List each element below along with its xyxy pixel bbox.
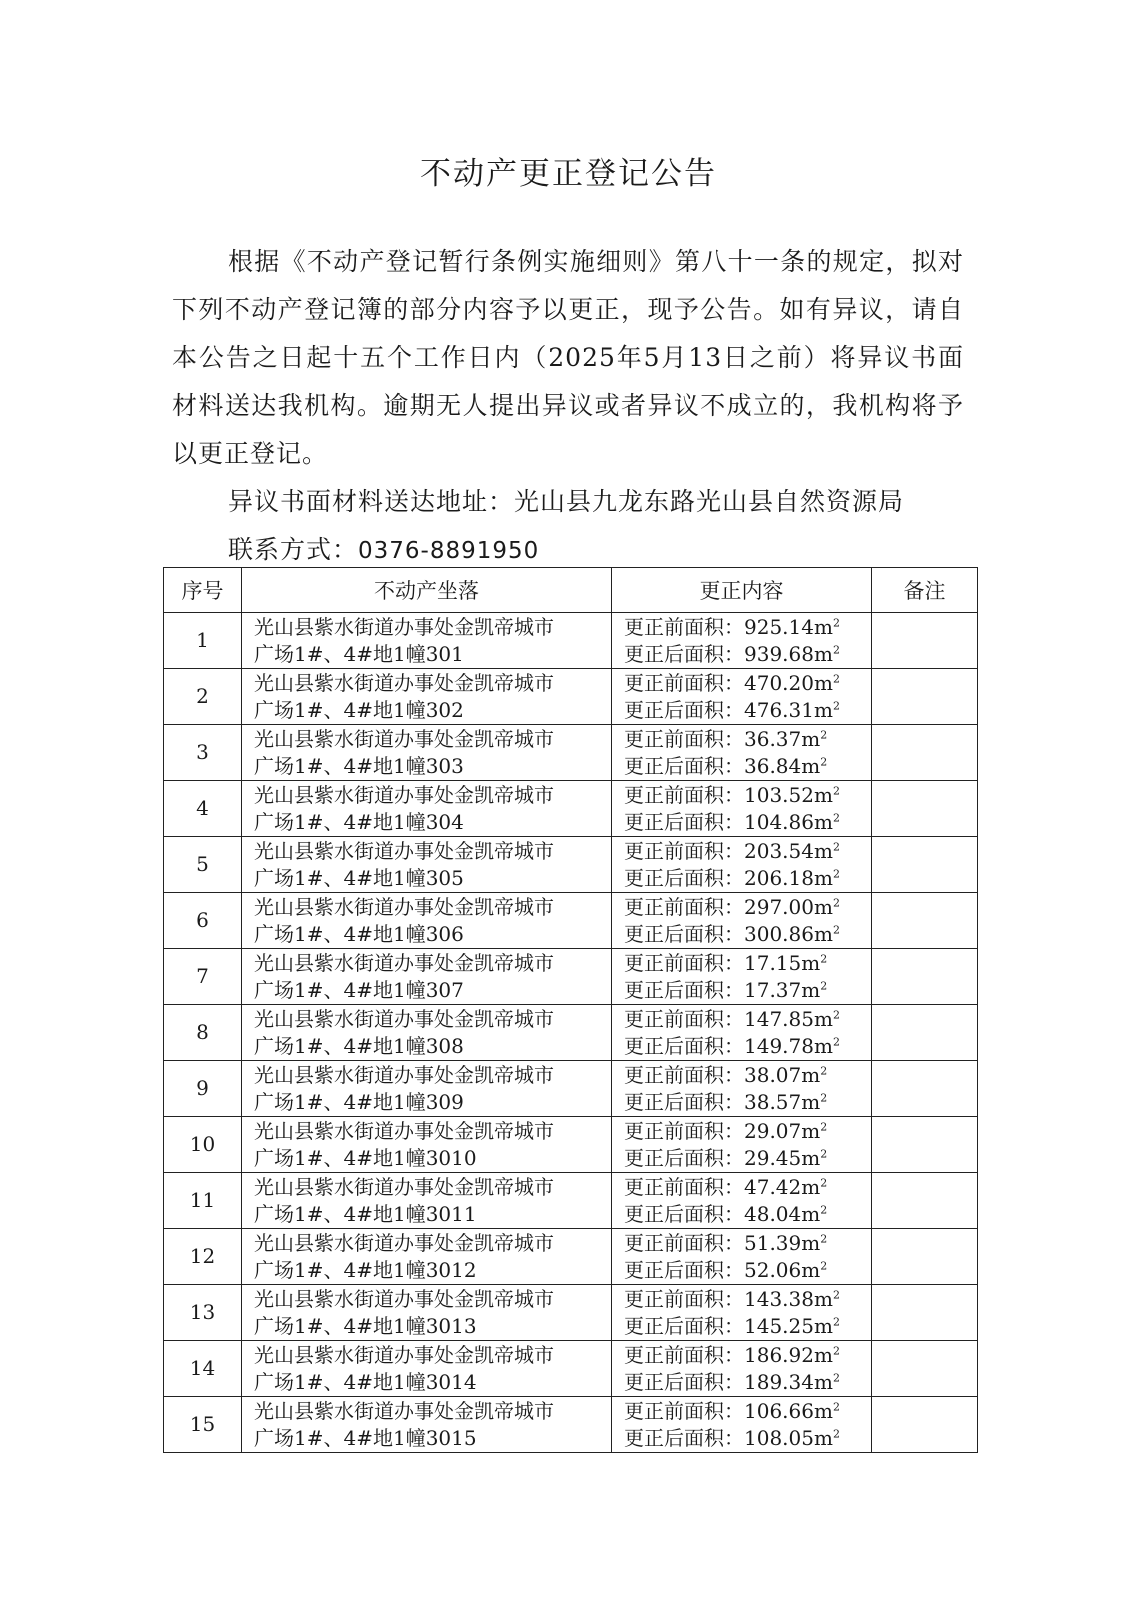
before-value: 470.20 — [744, 670, 814, 695]
before-label: 更正前面积： — [624, 1062, 744, 1087]
row-index: 15 — [164, 1397, 242, 1453]
table-row — [164, 613, 978, 669]
location-line-1: 光山县紫水街道办事处金凯帝城市 — [254, 1118, 554, 1143]
row-index: 6 — [164, 893, 242, 949]
area-after — [624, 921, 871, 948]
area-unit: m — [801, 1062, 821, 1087]
after-label: 更正后面积： — [624, 641, 744, 666]
before-label: 更正前面积： — [624, 950, 744, 975]
before-value: 143.38 — [744, 1286, 814, 1311]
area-unit: m — [813, 641, 833, 666]
area-unit: m — [813, 670, 833, 695]
table-row — [164, 949, 978, 1005]
area-unit-sup: 2 — [832, 839, 840, 853]
area-before — [624, 1230, 871, 1257]
area-unit-sup: 2 — [832, 866, 840, 880]
after-label: 更正后面积： — [624, 1257, 744, 1282]
row-location — [242, 781, 612, 837]
area-unit-sup: 2 — [832, 1007, 840, 1021]
table-row — [164, 893, 978, 949]
location-line-1: 光山县紫水街道办事处金凯帝城市 — [254, 1286, 554, 1311]
after-value: 38.57 — [744, 1089, 802, 1114]
table-row — [164, 1285, 978, 1341]
before-label: 更正前面积： — [624, 1118, 744, 1143]
before-value: 925.14 — [744, 614, 814, 639]
row-remarks — [872, 837, 978, 893]
area-after — [624, 1201, 871, 1228]
area-unit: m — [801, 1145, 821, 1170]
row-index: 2 — [164, 669, 242, 725]
table-row — [164, 1173, 978, 1229]
row-remarks — [872, 1229, 978, 1285]
area-unit-sup: 2 — [832, 671, 840, 685]
area-unit-sup: 2 — [832, 1287, 840, 1301]
before-label: 更正前面积： — [624, 1398, 744, 1423]
contact-phone: 0376-8891950 — [358, 538, 540, 564]
before-label: 更正前面积： — [624, 1174, 744, 1199]
area-unit: m — [813, 894, 833, 919]
area-unit-sup: 2 — [820, 951, 828, 965]
area-unit: m — [813, 838, 833, 863]
area-unit-sup: 2 — [820, 978, 828, 992]
row-index: 11 — [164, 1173, 242, 1229]
location-line-1: 光山县紫水街道办事处金凯帝城市 — [254, 614, 554, 639]
before-label: 更正前面积： — [624, 782, 744, 807]
area-before — [624, 950, 871, 977]
area-before — [624, 838, 871, 865]
row-correction — [612, 1061, 872, 1117]
after-label: 更正后面积： — [624, 809, 744, 834]
row-location — [242, 1341, 612, 1397]
table-row — [164, 1341, 978, 1397]
area-unit: m — [813, 1006, 833, 1031]
area-after — [624, 697, 871, 724]
area-unit-sup: 2 — [832, 1426, 840, 1440]
location-line-1: 光山县紫水街道办事处金凯帝城市 — [254, 1342, 554, 1367]
row-location — [242, 1397, 612, 1453]
header-correction: 更正内容 — [612, 568, 872, 613]
before-value: 47.42 — [744, 1174, 802, 1199]
area-after — [624, 809, 871, 836]
area-before — [624, 1174, 871, 1201]
row-remarks — [872, 1397, 978, 1453]
after-label: 更正后面积： — [624, 1201, 744, 1226]
area-after — [624, 977, 871, 1004]
area-unit: m — [801, 1230, 821, 1255]
after-value: 189.34 — [744, 1369, 814, 1394]
address-label: 异议书面材料送达地址： — [228, 487, 515, 516]
area-unit: m — [801, 1257, 821, 1282]
area-unit-sup: 2 — [832, 615, 840, 629]
after-label: 更正后面积： — [624, 921, 744, 946]
notice-body — [172, 238, 964, 575]
area-unit: m — [813, 1425, 833, 1450]
row-remarks — [872, 669, 978, 725]
area-before — [624, 726, 871, 753]
row-remarks — [872, 1341, 978, 1397]
table-row — [164, 781, 978, 837]
row-remarks — [872, 725, 978, 781]
after-value: 104.86 — [744, 809, 814, 834]
row-location — [242, 1117, 612, 1173]
before-value: 147.85 — [744, 1006, 814, 1031]
area-unit: m — [813, 782, 833, 807]
row-location — [242, 949, 612, 1005]
row-location — [242, 1173, 612, 1229]
area-unit: m — [813, 1342, 833, 1367]
row-index: 4 — [164, 781, 242, 837]
area-unit: m — [813, 921, 833, 946]
table-row — [164, 669, 978, 725]
notice-paragraph: 根据《不动产登记暂行条例实施细则》第八十一条的规定，拟对下列不动产登记簿的部分内容予以更正，现予公告。如有异议，请自本公告之日起十五个工作日内（2025年5月13日之前）将异议书面材料送达我机构。逾期无人提出异议或者异议不成立的，我机构将予以更正登记。 — [172, 247, 964, 468]
location-line-2: 广场1#、4#地1幢3012 — [254, 1257, 477, 1282]
area-unit: m — [801, 1174, 821, 1199]
after-label: 更正后面积： — [624, 753, 744, 778]
location-line-1: 光山县紫水街道办事处金凯帝城市 — [254, 1062, 554, 1087]
row-correction — [612, 1229, 872, 1285]
before-value: 38.07 — [744, 1062, 802, 1087]
location-line-2: 广场1#、4#地1幢3013 — [254, 1313, 477, 1338]
location-line-2: 广场1#、4#地1幢3015 — [254, 1425, 477, 1450]
row-index: 5 — [164, 837, 242, 893]
row-location — [242, 725, 612, 781]
location-line-2: 广场1#、4#地1幢306 — [254, 921, 464, 946]
before-value: 51.39 — [744, 1230, 802, 1255]
area-after — [624, 1369, 871, 1396]
before-value: 297.00 — [744, 894, 814, 919]
after-value: 476.31 — [744, 697, 814, 722]
area-unit-sup: 2 — [820, 1231, 828, 1245]
area-unit-sup: 2 — [832, 783, 840, 797]
row-correction — [612, 613, 872, 669]
before-label: 更正前面积： — [624, 1006, 744, 1031]
row-remarks — [872, 1173, 978, 1229]
location-line-2: 广场1#、4#地1幢308 — [254, 1033, 464, 1058]
row-location — [242, 1061, 612, 1117]
row-location — [242, 893, 612, 949]
after-label: 更正后面积： — [624, 1089, 744, 1114]
after-label: 更正后面积： — [624, 1369, 744, 1394]
row-index: 12 — [164, 1229, 242, 1285]
row-location — [242, 1285, 612, 1341]
area-after — [624, 1089, 871, 1116]
area-unit-sup: 2 — [832, 698, 840, 712]
area-unit-sup: 2 — [820, 1175, 828, 1189]
row-correction — [612, 837, 872, 893]
row-location — [242, 1229, 612, 1285]
area-before — [624, 1286, 871, 1313]
location-line-2: 广场1#、4#地1幢305 — [254, 865, 464, 890]
area-before — [624, 1118, 871, 1145]
after-label: 更正后面积： — [624, 1313, 744, 1338]
area-unit-sup: 2 — [832, 922, 840, 936]
area-unit-sup: 2 — [832, 1399, 840, 1413]
area-unit: m — [801, 977, 821, 1002]
location-line-1: 光山县紫水街道办事处金凯帝城市 — [254, 894, 554, 919]
before-value: 103.52 — [744, 782, 814, 807]
area-unit: m — [813, 697, 833, 722]
objection-address — [172, 478, 964, 526]
after-value: 206.18 — [744, 865, 814, 890]
location-line-1: 光山县紫水街道办事处金凯帝城市 — [254, 1230, 554, 1255]
area-unit: m — [813, 1033, 833, 1058]
area-unit-sup: 2 — [820, 1146, 828, 1160]
row-remarks — [872, 1005, 978, 1061]
location-line-1: 光山县紫水街道办事处金凯帝城市 — [254, 670, 554, 695]
location-line-2: 广场1#、4#地1幢307 — [254, 977, 464, 1002]
page-title: 不动产更正登记公告 — [420, 156, 717, 192]
before-value: 203.54 — [744, 838, 814, 863]
row-correction — [612, 725, 872, 781]
location-line-2: 广场1#、4#地1幢301 — [254, 641, 464, 666]
address-value: 光山县九龙东路光山县自然资源局 — [514, 487, 905, 516]
after-value: 149.78 — [744, 1033, 814, 1058]
area-unit-sup: 2 — [832, 810, 840, 824]
location-line-2: 广场1#、4#地1幢3014 — [254, 1369, 477, 1394]
header-remarks: 备注 — [872, 568, 978, 613]
location-line-1: 光山县紫水街道办事处金凯帝城市 — [254, 782, 554, 807]
area-before — [624, 614, 871, 641]
location-line-1: 光山县紫水街道办事处金凯帝城市 — [254, 726, 554, 751]
before-value: 29.07 — [744, 1118, 802, 1143]
area-unit: m — [813, 1398, 833, 1423]
location-line-2: 广场1#、4#地1幢3010 — [254, 1145, 477, 1170]
area-unit: m — [813, 865, 833, 890]
location-line-1: 光山县紫水街道办事处金凯帝城市 — [254, 1174, 554, 1199]
before-value: 186.92 — [744, 1342, 814, 1367]
area-before — [624, 782, 871, 809]
row-remarks — [872, 949, 978, 1005]
row-index: 7 — [164, 949, 242, 1005]
row-remarks — [872, 781, 978, 837]
row-correction — [612, 1341, 872, 1397]
location-line-1: 光山县紫水街道办事处金凯帝城市 — [254, 1398, 554, 1423]
area-before — [624, 1006, 871, 1033]
area-before — [624, 1398, 871, 1425]
area-unit: m — [801, 1089, 821, 1114]
area-unit: m — [801, 753, 821, 778]
area-before — [624, 670, 871, 697]
area-unit-sup: 2 — [832, 1343, 840, 1357]
after-value: 48.04 — [744, 1201, 802, 1226]
row-correction — [612, 949, 872, 1005]
after-value: 29.45 — [744, 1145, 802, 1170]
area-unit: m — [801, 950, 821, 975]
area-after — [624, 1425, 871, 1452]
area-unit-sup: 2 — [820, 1090, 828, 1104]
table-row — [164, 1061, 978, 1117]
before-value: 106.66 — [744, 1398, 814, 1423]
area-unit-sup: 2 — [832, 1034, 840, 1048]
location-line-2: 广场1#、4#地1幢304 — [254, 809, 464, 834]
area-before — [624, 894, 871, 921]
area-unit-sup: 2 — [832, 895, 840, 909]
header-index: 序号 — [164, 568, 242, 613]
table-header-row — [164, 568, 978, 613]
area-unit-sup: 2 — [832, 1370, 840, 1384]
before-label: 更正前面积： — [624, 1342, 744, 1367]
area-before — [624, 1062, 871, 1089]
row-index: 13 — [164, 1285, 242, 1341]
area-unit-sup: 2 — [820, 727, 828, 741]
after-value: 52.06 — [744, 1257, 802, 1282]
after-label: 更正后面积： — [624, 1425, 744, 1450]
area-unit-sup: 2 — [820, 1202, 828, 1216]
before-value: 36.37 — [744, 726, 802, 751]
before-label: 更正前面积： — [624, 614, 744, 639]
area-unit: m — [813, 1286, 833, 1311]
area-unit: m — [813, 809, 833, 834]
contact-label: 联系方式： — [228, 535, 359, 564]
before-label: 更正前面积： — [624, 838, 744, 863]
correction-table — [163, 567, 978, 1453]
row-location — [242, 613, 612, 669]
row-correction — [612, 1285, 872, 1341]
table-body — [164, 613, 978, 1453]
area-before — [624, 1342, 871, 1369]
before-label: 更正前面积： — [624, 894, 744, 919]
location-line-2: 广场1#、4#地1幢3011 — [254, 1201, 477, 1226]
location-line-1: 光山县紫水街道办事处金凯帝城市 — [254, 1006, 554, 1031]
before-label: 更正前面积： — [624, 1286, 744, 1311]
row-index: 14 — [164, 1341, 242, 1397]
after-value: 300.86 — [744, 921, 814, 946]
table-row — [164, 1229, 978, 1285]
area-unit-sup: 2 — [832, 1314, 840, 1328]
row-index: 8 — [164, 1005, 242, 1061]
area-after — [624, 865, 871, 892]
after-label: 更正后面积： — [624, 1145, 744, 1170]
area-unit: m — [813, 614, 833, 639]
row-correction — [612, 1397, 872, 1453]
after-label: 更正后面积： — [624, 697, 744, 722]
table-row — [164, 725, 978, 781]
area-unit: m — [801, 1118, 821, 1143]
area-unit-sup: 2 — [820, 1063, 828, 1077]
area-unit: m — [813, 1369, 833, 1394]
area-unit-sup: 2 — [820, 1258, 828, 1272]
area-after — [624, 753, 871, 780]
location-line-1: 光山县紫水街道办事处金凯帝城市 — [254, 950, 554, 975]
row-index: 3 — [164, 725, 242, 781]
area-unit: m — [801, 726, 821, 751]
row-location — [242, 1005, 612, 1061]
before-label: 更正前面积： — [624, 726, 744, 751]
table-row — [164, 1117, 978, 1173]
before-label: 更正前面积： — [624, 670, 744, 695]
table-row — [164, 837, 978, 893]
after-value: 108.05 — [744, 1425, 814, 1450]
table-row — [164, 1005, 978, 1061]
after-value: 145.25 — [744, 1313, 814, 1338]
table-row — [164, 1397, 978, 1453]
row-remarks — [872, 1117, 978, 1173]
row-remarks — [872, 613, 978, 669]
after-value: 939.68 — [744, 641, 814, 666]
row-index: 1 — [164, 613, 242, 669]
row-index: 9 — [164, 1061, 242, 1117]
after-label: 更正后面积： — [624, 865, 744, 890]
area-after — [624, 1145, 871, 1172]
after-label: 更正后面积： — [624, 977, 744, 1002]
before-label: 更正前面积： — [624, 1230, 744, 1255]
row-correction — [612, 669, 872, 725]
row-correction — [612, 1117, 872, 1173]
row-remarks — [872, 1285, 978, 1341]
location-line-1: 光山县紫水街道办事处金凯帝城市 — [254, 838, 554, 863]
after-value: 17.37 — [744, 977, 802, 1002]
area-after — [624, 1033, 871, 1060]
location-line-2: 广场1#、4#地1幢303 — [254, 753, 464, 778]
location-line-2: 广场1#、4#地1幢309 — [254, 1089, 464, 1114]
area-after — [624, 1257, 871, 1284]
row-correction — [612, 781, 872, 837]
row-correction — [612, 1173, 872, 1229]
area-unit-sup: 2 — [832, 642, 840, 656]
area-unit: m — [801, 1201, 821, 1226]
after-label: 更正后面积： — [624, 1033, 744, 1058]
area-unit: m — [813, 1313, 833, 1338]
row-location — [242, 837, 612, 893]
row-remarks — [872, 1061, 978, 1117]
area-unit-sup: 2 — [820, 1119, 828, 1133]
after-value: 36.84 — [744, 753, 802, 778]
location-line-2: 广场1#、4#地1幢302 — [254, 697, 464, 722]
before-value: 17.15 — [744, 950, 802, 975]
row-remarks — [872, 893, 978, 949]
area-after — [624, 1313, 871, 1340]
area-unit-sup: 2 — [820, 754, 828, 768]
row-correction — [612, 1005, 872, 1061]
row-location — [242, 669, 612, 725]
row-correction — [612, 893, 872, 949]
header-location: 不动产坐落 — [242, 568, 612, 613]
row-index: 10 — [164, 1117, 242, 1173]
area-after — [624, 641, 871, 668]
